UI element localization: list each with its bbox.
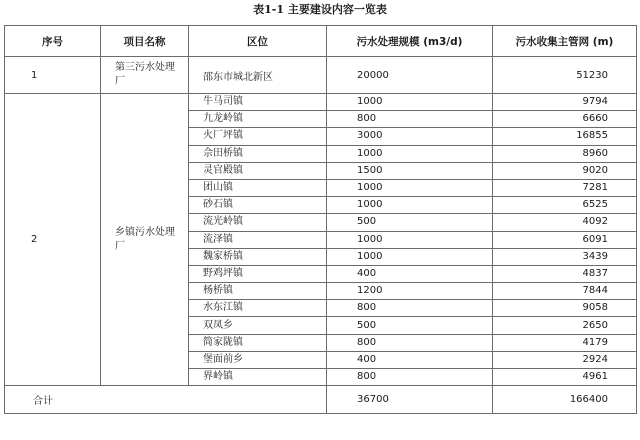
scale-cell: 500 [327,317,493,334]
header-treatment-scale: 污水处理规模 (m3/d) [327,26,493,57]
total-row [5,386,637,414]
total-label: 合计 [5,386,327,414]
pipe-cell: 9058 [493,300,637,317]
pipe-cell: 9794 [493,94,637,111]
scale-cell: 1000 [327,197,493,214]
table-row [5,57,637,94]
table-row [5,94,637,111]
scale-cell: 800 [327,111,493,128]
project-name-cell: 乡镇污水处理厂 [101,94,189,386]
scale-cell: 1000 [327,145,493,162]
pipe-cell: 4179 [493,334,637,351]
location-cell: 佘田桥镇 [189,145,327,162]
header-row [5,26,637,57]
location-cell: 简家陇镇 [189,334,327,351]
scale-cell: 20000 [327,57,493,94]
construction-summary-table [4,25,637,414]
total-pipe-cell: 166400 [493,386,637,414]
location-cell: 界岭镇 [189,369,327,386]
header-serial: 序号 [5,26,101,57]
pipe-cell: 4092 [493,214,637,231]
pipe-cell: 3439 [493,248,637,265]
location-cell: 团山镇 [189,179,327,196]
location-cell: 堡面前乡 [189,351,327,368]
scale-cell: 1000 [327,179,493,196]
location-cell: 双凤乡 [189,317,327,334]
pipe-cell: 6660 [493,111,637,128]
location-cell: 杨桥镇 [189,283,327,300]
pipe-cell: 7844 [493,283,637,300]
pipe-cell: 7281 [493,179,637,196]
scale-cell: 800 [327,334,493,351]
location-cell: 野鸡坪镇 [189,265,327,282]
location-cell: 火厂坪镇 [189,128,327,145]
table-title: 表1-1 主要建设内容一览表 [253,3,387,16]
pipe-cell: 8960 [493,145,637,162]
header-pipe-length: 污水收集主管网 (m) [493,26,637,57]
pipe-cell: 9020 [493,162,637,179]
scale-cell: 800 [327,369,493,386]
scale-cell: 800 [327,300,493,317]
location-cell: 邵东市城北新区 [189,57,327,94]
project-name-cell: 第三污水处理厂 [101,57,189,94]
location-cell: 水东江镇 [189,300,327,317]
scale-cell: 3000 [327,128,493,145]
pipe-cell: 2650 [493,317,637,334]
pipe-cell: 6525 [493,197,637,214]
location-cell: 流光岭镇 [189,214,327,231]
scale-cell: 500 [327,214,493,231]
scale-cell: 1000 [327,248,493,265]
location-cell: 九龙岭镇 [189,111,327,128]
total-scale-cell: 36700 [327,386,493,414]
location-cell: 流泽镇 [189,231,327,248]
pipe-cell: 16855 [493,128,637,145]
location-cell: 牛马司镇 [189,94,327,111]
scale-cell: 1000 [327,231,493,248]
serial-cell: 2 [5,94,101,386]
pipe-cell: 6091 [493,231,637,248]
scale-cell: 1500 [327,162,493,179]
location-cell: 魏家桥镇 [189,248,327,265]
header-location: 区位 [189,26,327,57]
header-project-name: 项目名称 [101,26,189,57]
serial-cell: 1 [5,57,101,94]
location-cell: 砂石镇 [189,197,327,214]
scale-cell: 400 [327,265,493,282]
scale-cell: 400 [327,351,493,368]
location-cell: 灵官殿镇 [189,162,327,179]
scale-cell: 1000 [327,94,493,111]
pipe-cell: 4837 [493,265,637,282]
pipe-cell: 2924 [493,351,637,368]
pipe-cell: 51230 [493,57,637,94]
scale-cell: 1200 [327,283,493,300]
pipe-cell: 4961 [493,369,637,386]
